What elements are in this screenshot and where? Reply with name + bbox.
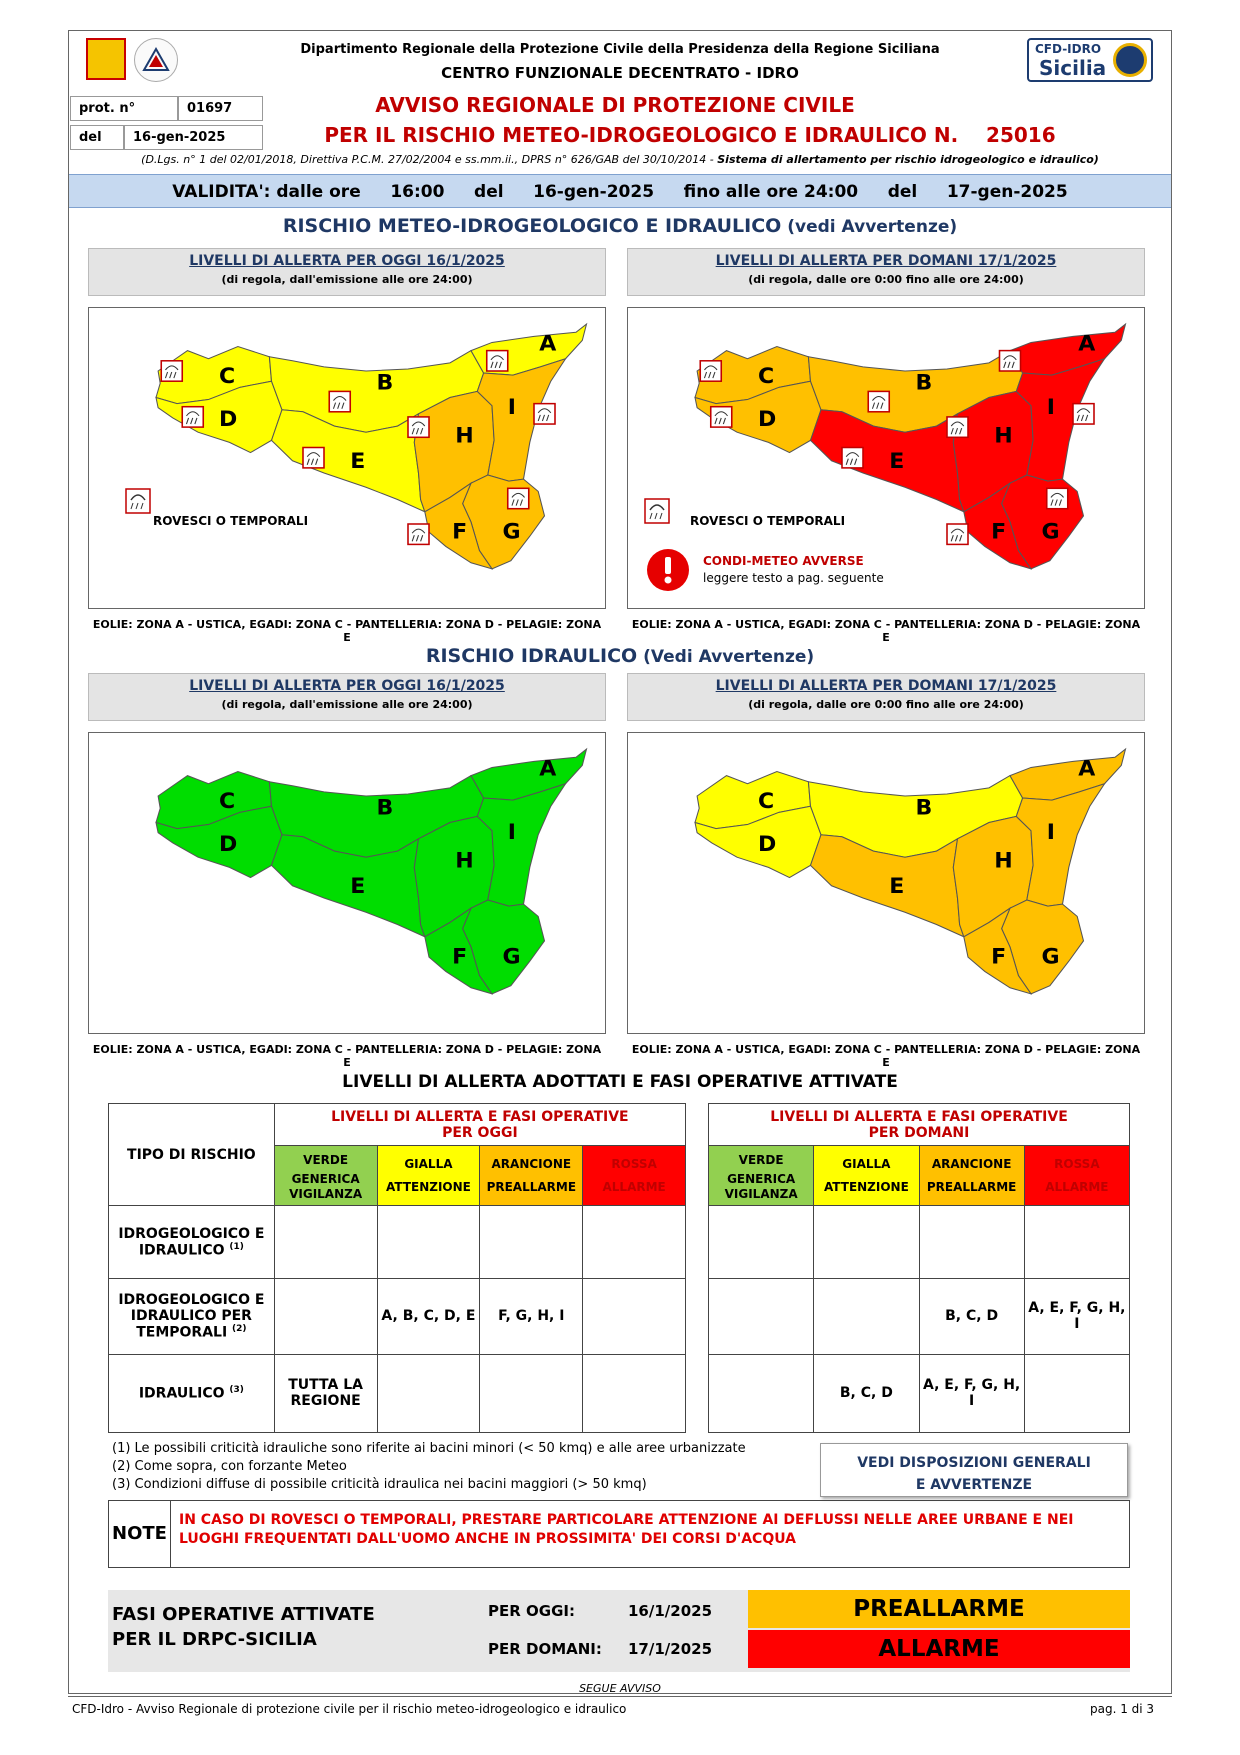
zone-label: I [1046,820,1055,845]
fasi-operative-panel: FASI OPERATIVE ATTIVATE PER IL DRPC-SICILIA PER OGGI: 16/1/2025 PER DOMANI: 17/1/2025 PREALLARME ALLARME [108,1590,1130,1672]
storm-icon [868,391,889,411]
date-value: 16-gen-2025 [124,125,263,150]
section-idraulico-title: RISCHIO IDRAULICO (Vedi Avvertenze) [425,645,815,667]
note-box [108,1500,1130,1568]
zone-label: A [539,756,557,782]
centre-name: CENTRO FUNZIONALE DECENTRATO - IDRO [441,64,799,82]
storm-legend-icon [644,498,670,528]
storm-icon [408,417,429,437]
zone-label: H [455,848,474,874]
storm-icon [329,391,350,411]
map-meteo-today [88,307,606,609]
map-meteo-tomorrow [627,307,1145,609]
condi-meteo-text: leggere testo a pag. seguente [703,571,884,585]
warning-icon [646,548,690,596]
today-phase-badge: PREALLARME [748,1590,1130,1628]
zones-note: EOLIE: ZONA A - USTICA, EGADI: ZONA C - PANTELLERIA: ZONA D - PELAGIE: ZONA E [92,1043,602,1069]
meteo-today-header: LIVELLI DI ALLERTA PER OGGI 16/1/2025 (di regola, dall'emissione alle ore 24:00) [88,248,606,296]
storm-icon [182,407,203,427]
storm-icon [842,448,863,468]
zone-label: D [758,832,777,857]
disposizioni-button[interactable]: VEDI DISPOSIZIONI GENERALI E AVVERTENZE [820,1443,1128,1497]
map-idraulico-tomorrow [627,732,1145,1034]
today-header: LIVELLI DI ALLERTA E FASI OPERATIVE PER OGGI [274,1104,685,1146]
alert-table-title: LIVELLI DI ALLERTA ADOTTATI E FASI OPERATIVE ATTIVATE [342,1072,898,1092]
table-row [709,1206,1130,1278]
zone-label: B [915,370,933,396]
zone-label: B [376,370,394,396]
table-row: IDROGEOLOGICO E IDRAULICO $^{(1)}$ [109,1206,686,1278]
zone-label: F [991,519,1007,545]
zone-label: E [889,874,905,899]
zone-label: F [452,944,468,970]
zone-label: I [507,395,516,420]
zone-label: F [452,519,468,545]
table-row: B, C, D A, E, F, G, H, I [709,1278,1130,1354]
tomorrow-header: LIVELLI DI ALLERTA E FASI OPERATIVE PER DOMANI [709,1104,1130,1146]
tomorrow-phase-badge: ALLARME [748,1630,1130,1668]
storm-icon [508,488,529,508]
zone-label: D [758,407,777,432]
meteo-tomorrow-header: LIVELLI DI ALLERTA PER DOMANI 17/1/2025 (di regola, dalle ore 0:00 fino alle ore 24:00) [627,248,1145,296]
zones-note: EOLIE: ZONA A - USTICA, EGADI: ZONA C - PANTELLERIA: ZONA D - PELAGIE: ZONA E [631,618,1141,644]
storm-icon [700,361,721,381]
storm-legend-label: ROVESCI O TEMPORALI [153,514,309,528]
storm-icon [408,524,429,544]
zone-label: A [1078,756,1096,782]
zone-label: B [915,795,933,821]
table-row: B, C, D A, E, F, G, H, I [709,1354,1130,1432]
zones-note: EOLIE: ZONA A - USTICA, EGADI: ZONA C - PANTELLERIA: ZONA D - PELAGIE: ZONA E [92,618,602,644]
footer-left: CFD-Idro - Avviso Regionale di protezione civile per il rischio meteo-idrogeologico e idraulico [72,1702,627,1716]
date-label: del [70,125,124,150]
table-row: IDROGEOLOGICO E IDRAULICO PER TEMPORALI $^{(2)}$ A, B, C, D, E F, G, H, I [109,1278,686,1354]
zone-label: A [539,331,557,357]
zone-label: C [219,364,236,390]
zone-a [471,749,587,800]
tipo-rischio-header: TIPO DI RISCHIO [109,1104,275,1206]
storm-icon [534,404,555,424]
storm-icon [487,351,508,371]
alert-table-tomorrow: LIVELLI DI ALLERTA E FASI OPERATIVE PER DOMANI VERDE GENERICA VIGILANZA GIALLA ATTENZIONE ARANCIONE PREALLARME ROSSA ALLARME B, C, D A, E, F, G, H, I B, C, D A, E, F, G, H, I [708,1103,1130,1433]
sicily-region-logo [86,38,126,80]
storm-icon [303,448,324,468]
storm-icon [947,417,968,437]
zone-label: C [758,789,775,815]
zone-label: E [889,449,905,474]
storm-legend-icon [125,488,151,518]
legal-references: (D.Lgs. n° 1 del 02/01/2018, Direttiva P.C.M. 27/02/2004 e ss.mm.ii., DPRS n° 626/GAB del 30/10/2014 - Sistema di allertamento per rischio idrogeologico e idraulico) [141,153,1099,166]
zone-label: G [1041,519,1060,545]
zone-label: H [455,423,474,449]
avviso-title-line2: PER IL RISCHIO METEO-IDROGEOLOGICO E IDRAULICO N. 25016 [324,123,1056,147]
zone-a [1010,749,1126,800]
zone-label: F [991,944,1007,970]
zone-label: G [502,519,521,545]
storm-icon [1047,488,1068,508]
zone-label: H [994,423,1013,449]
department-name: Dipartimento Regionale della Protezione Civile della Presidenza della Regione Siciliana [300,42,940,57]
zone-label: C [219,789,236,815]
note-text: IN CASO DI ROVESCI O TEMPORALI, PRESTARE PARTICOLARE ATTENZIONE AI DEFLUSSI NELLE AREE URBANE E NEI LUOGHI FREQUENTATI DALL'UOMO ANCHE IN PROSSIMITA' DEI CORSI D'ACQUA [179,1512,1074,1547]
zone-label: C [758,364,775,390]
map-idraulico-today [88,732,606,1034]
avviso-title-line1: AVVISO REGIONALE DI PROTEZIONE CIVILE [375,93,855,117]
section-meteo-title: RISCHIO METEO-IDROGEOLOGICO E IDRAULICO (vedi Avvertenze) [282,215,958,237]
zone-label: E [350,874,366,899]
zone-label: I [1046,395,1055,420]
idr-today-header: LIVELLI DI ALLERTA PER OGGI 16/1/2025 (di regola, dall'emissione alle ore 24:00) [88,673,606,721]
page-number: pag. 1 di 3 [1090,1702,1155,1716]
storm-icon [711,407,732,427]
zone-label: E [350,449,366,474]
zone-label: D [219,407,238,432]
zone-label: G [1041,944,1060,970]
alert-table-today: TIPO DI RISCHIO LIVELLI DI ALLERTA E FASI OPERATIVE PER OGGI VERDE GENERICA VIGILANZA GIALLA ATTENZIONE ARANCIONE PREALLARME ROSSA ALLARME IDROGEOLOGICO E IDRAULICO $^{(1)}$ IDROGEOLOGICO E IDRAULICO PER TEMPORALI $^{(2)}$ A, B, C, D, E F, G, H, I IDRAULICO $^{(3)}$ TUTTA LA REGIONE [108,1103,686,1433]
cfd-idro-logo: CFD-IDRO Sicilia [1027,38,1153,82]
storm-icon [947,524,968,544]
storm-icon [1000,351,1021,371]
prot-label: prot. n° [70,96,178,121]
validity-bar: VALIDITA': dalle ore 16:00 del 16-gen-2025 fino alle ore 24:00 del 17-gen-2025 [69,174,1171,208]
zone-label: D [219,832,238,857]
storm-icon [161,361,182,381]
segue-avviso: SEGUE AVVISO [579,1682,661,1695]
prot-value: 01697 [178,96,263,121]
idr-tomorrow-header: LIVELLI DI ALLERTA PER DOMANI 17/1/2025 (di regola, dalle ore 0:00 fino alle ore 24:00) [627,673,1145,721]
zones-note: EOLIE: ZONA A - USTICA, EGADI: ZONA C - PANTELLERIA: ZONA D - PELAGIE: ZONA E [631,1043,1141,1069]
storm-legend-label: ROVESCI O TEMPORALI [690,514,846,528]
storm-icon [1073,404,1094,424]
table-row: IDRAULICO $^{(3)}$ TUTTA LA REGIONE [109,1354,686,1432]
note-label: NOTE [109,1501,171,1567]
zone-label: B [376,795,394,821]
zone-a [1010,324,1126,375]
civil-protection-logo [134,38,178,82]
zone-label: G [502,944,521,970]
footnotes: (1) Le possibili criticità idrauliche sono riferite ai bacini minori (< 50 kmq) e alle aree urbanizzate (2) Come sopra, con forzante Meteo (3) Condizioni diffuse di possibile criticità idraulica nei bacini maggiori (> 50 kmq) [112,1441,746,1492]
zone-label: H [994,848,1013,874]
condi-meteo-title: CONDI-METEO AVVERSE [703,554,864,568]
zone-label: I [507,820,516,845]
zone-label: A [1078,331,1096,357]
